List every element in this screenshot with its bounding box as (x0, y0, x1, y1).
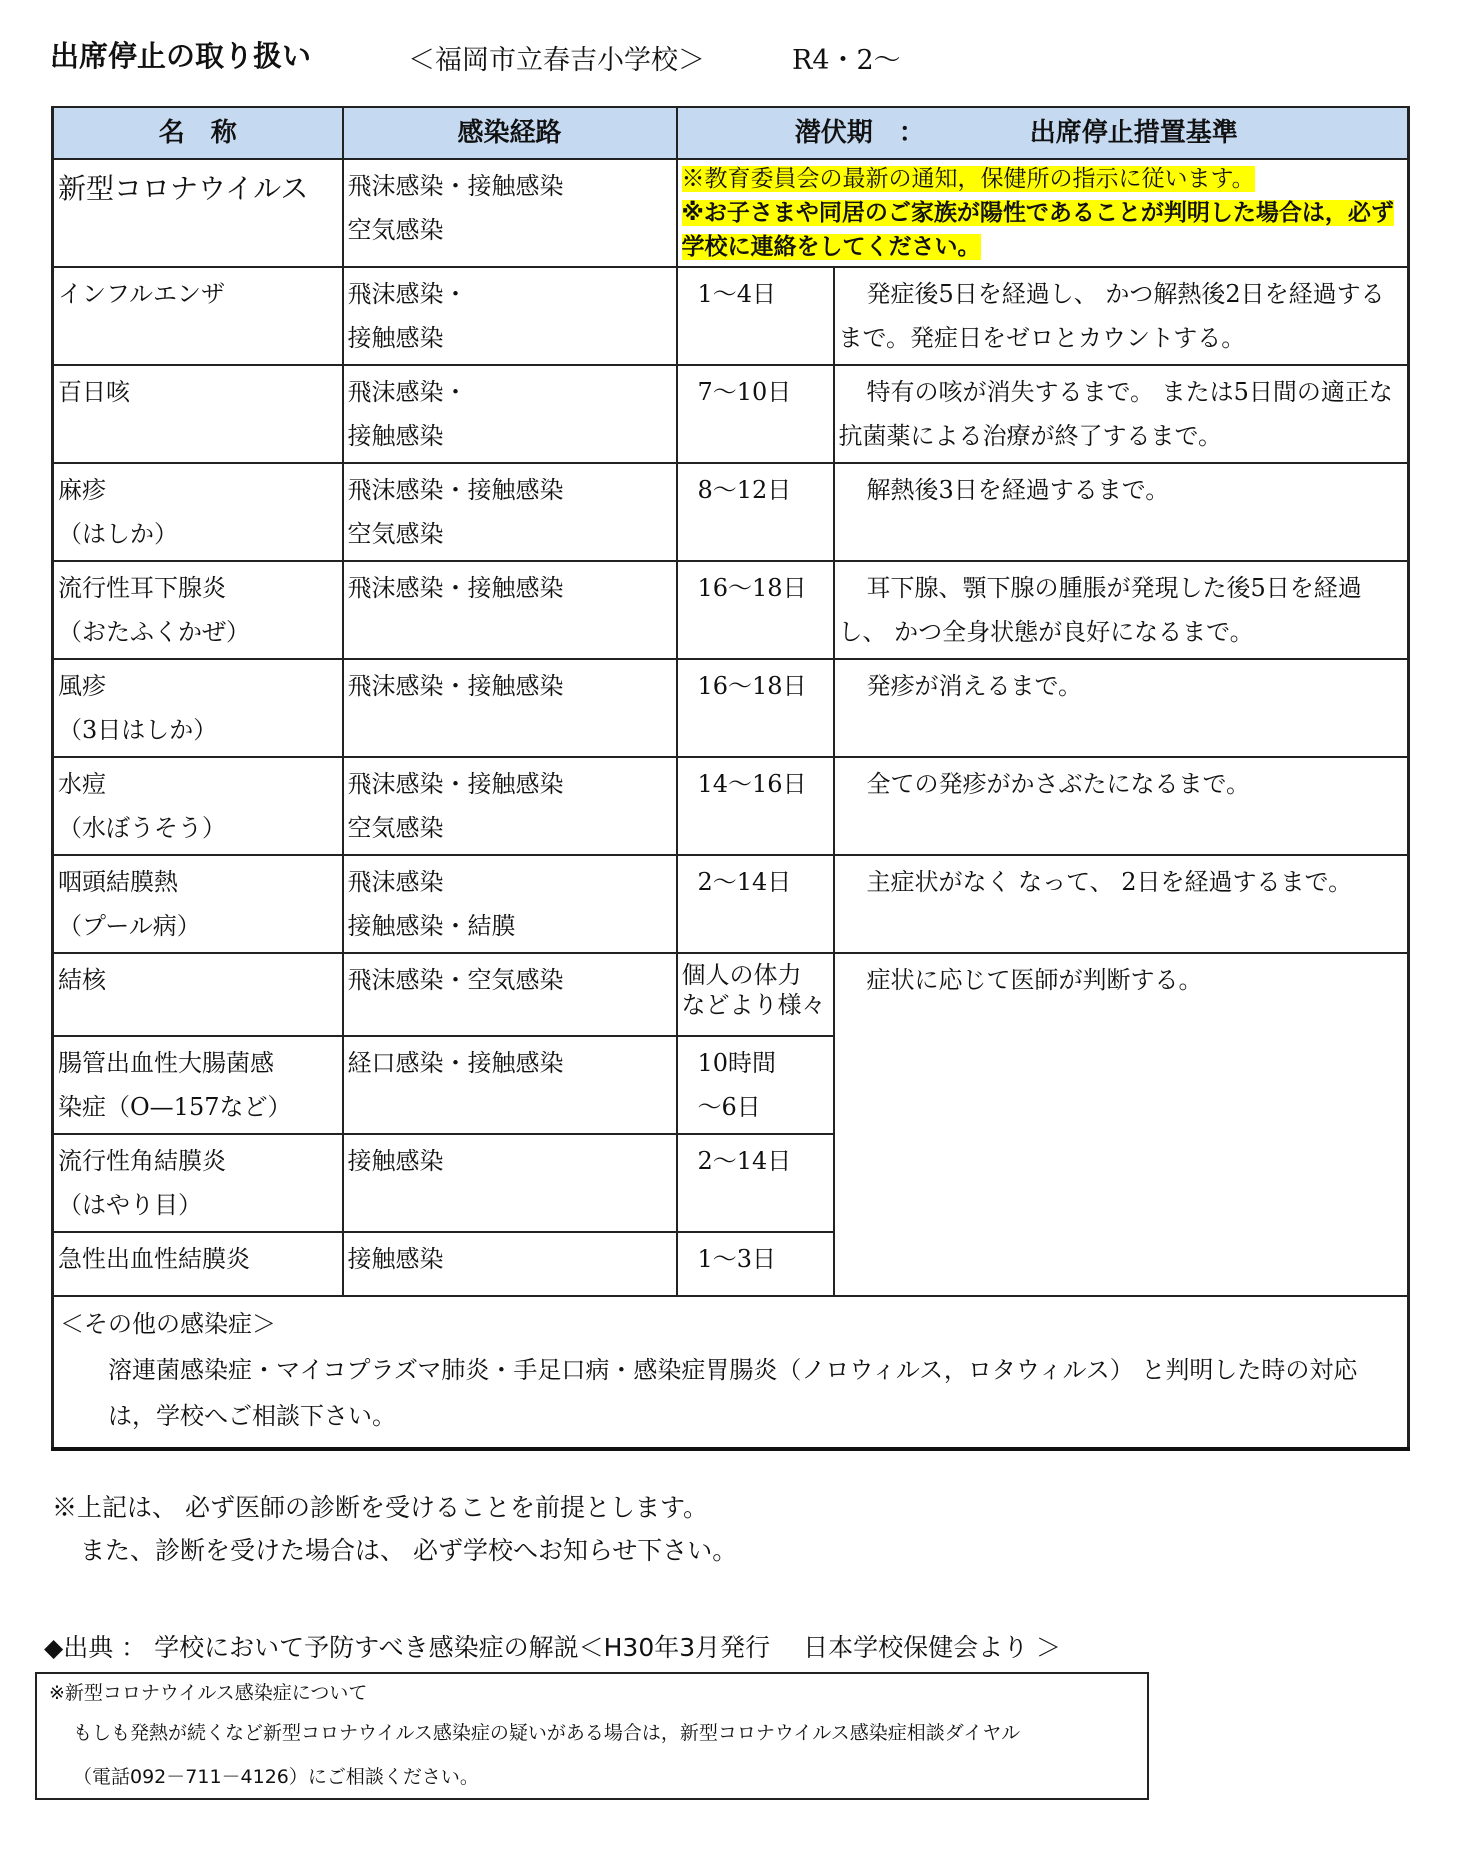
disease-name (53, 953, 343, 1036)
covid-name: 新型コロナウイルス (53, 159, 343, 267)
incubation-period (677, 1036, 834, 1134)
incubation-period-line-1: 1～4日 (697, 280, 777, 308)
infection-route-line-1: 飛沫感染・ (347, 378, 468, 406)
covid-route (343, 159, 677, 267)
incubation-period-line-1: 14～16日 (697, 770, 807, 798)
disease-name-line-1: インフルエンザ (58, 280, 226, 308)
disease-name (53, 561, 343, 659)
incubation-period-line-1: 16～18日 (697, 672, 807, 700)
incubation-period (677, 463, 834, 561)
infection-route (343, 1036, 677, 1134)
suspension-criteria: 特有の咳が消失するまで。 または5日間の適正な抗菌薬による治療が終了するまで。 (834, 365, 1409, 463)
infection-route-line-1: 飛沫感染 (347, 868, 444, 896)
incubation-period (677, 659, 834, 757)
header-route: 感染経路 (343, 107, 677, 159)
infection-route-line-2: 接触感染 (347, 422, 444, 450)
diagnosis-note-line-1: ※上記は、 必ず医師の診断を受けることを前提とします。 (52, 1493, 708, 1522)
covid-route-2: 空気感染 (347, 216, 444, 244)
infection-route-line-1: 飛沫感染・接触感染 (347, 770, 564, 798)
table-row (53, 953, 1409, 1036)
incubation-period-line-1: 個人の体力 (681, 961, 802, 989)
infection-route (343, 1134, 677, 1232)
incubation-period-line-2: ～6日 (697, 1093, 761, 1121)
table-row (53, 757, 1409, 855)
disease-name (53, 757, 343, 855)
infection-route-line-1: 飛沫感染・ (347, 280, 468, 308)
incubation-period-line-1: 16～18日 (697, 574, 807, 602)
disease-name-line-2: （水ぼうそう） (58, 814, 226, 842)
infection-route-line-2: 空気感染 (347, 520, 444, 548)
disease-name-line-1: 急性出血性結膜炎 (58, 1245, 250, 1273)
covid-route-1: 飛沫感染・接触感染 (347, 172, 564, 200)
infection-route (343, 267, 677, 365)
infection-route-line-2: 接触感染 (347, 324, 444, 352)
disease-name-line-1: 風疹 (58, 672, 106, 700)
incubation-period (677, 365, 834, 463)
disease-name-line-2: （おたふくかぜ） (58, 618, 250, 646)
infection-route (343, 659, 677, 757)
school-name: ＜福岡市立春吉小学校＞ (408, 45, 705, 76)
table-row (53, 365, 1409, 463)
disease-name-line-2: （はしか） (58, 520, 178, 548)
infection-route-line-1: 飛沫感染・接触感染 (347, 476, 564, 504)
suspension-criteria: 耳下腺、顎下腺の腫脹が発現した後5日を経過し、 かつ全身状態が良好になるまで。 (834, 561, 1409, 659)
page-title: 出席停止の取り扱い (50, 39, 312, 73)
incubation-period (677, 561, 834, 659)
covid-box-line-1: もしも発熱が続くなど新型コロナウイルス感染症の疑いがある場合は，新型コロナウイルス感染症相談ダイヤル (73, 1722, 1021, 1744)
incubation-period-line-1: 1～3日 (697, 1245, 777, 1273)
infection-route-line-1: 接触感染 (347, 1147, 444, 1175)
other-diseases (53, 1296, 1409, 1449)
table-row-other (53, 1296, 1409, 1449)
disease-name (53, 365, 343, 463)
disease-name-line-2: （3日はしか） (58, 716, 218, 744)
disease-name-line-1: 結核 (58, 966, 106, 994)
infection-route-line-1: 接触感染 (347, 1245, 444, 1273)
header-period-criteria (677, 107, 1409, 159)
infection-route (343, 561, 677, 659)
covid-consultation-box (35, 1672, 1149, 1800)
table-header-row (53, 107, 1409, 159)
disease-name (53, 1134, 343, 1232)
infection-route-line-1: 経口感染・接触感染 (347, 1049, 564, 1077)
header-criteria: 出席停止措置基準 (1029, 118, 1238, 148)
table-row (53, 561, 1409, 659)
disease-name (53, 267, 343, 365)
covid-note (677, 159, 1409, 267)
table-row-covid (53, 159, 1409, 267)
disease-name-line-1: 百日咳 (58, 378, 130, 406)
other-body: 溶連菌感染症・マイコプラズマ肺炎・手足口病・感染症胃腸炎（ノロウィルス，ロタウィルス） と判明した時の対応は，学校へご相談下さい。 (108, 1356, 1358, 1430)
source-citation: ◆出典 ： 学校において予防すべき感染症の解説＜H30年3月発行 日本学校保健会より ＞ (44, 1633, 1062, 1662)
incubation-period (677, 1232, 834, 1296)
incubation-period (677, 855, 834, 953)
disease-name (53, 1036, 343, 1134)
infection-route-line-1: 飛沫感染・接触感染 (347, 574, 564, 602)
suspension-criteria: 発症後5日を経過し、 かつ解熱後2日を経過するまで。発症日をゼロとカウントする。 (834, 267, 1409, 365)
incubation-period-line-2: などより様々 (681, 991, 826, 1019)
infection-route-line-1: 飛沫感染・接触感染 (347, 672, 564, 700)
suspension-criteria: 主症状がなく なって、 2日を経過するまで。 (834, 855, 1409, 953)
incubation-period-line-1: 7～10日 (697, 378, 792, 406)
attendance-suspension-table (51, 106, 1410, 1451)
infection-route (343, 757, 677, 855)
disease-name-line-2: （プール病） (58, 912, 201, 940)
diagnosis-note (52, 1486, 737, 1572)
table-row (53, 267, 1409, 365)
table-row (53, 463, 1409, 561)
header-name: 名 称 (53, 107, 343, 159)
covid-box-title: ※新型コロナウイルス感染症について (49, 1682, 368, 1704)
incubation-period-line-1: 2～14日 (697, 868, 792, 896)
infection-route (343, 365, 677, 463)
table-row (53, 659, 1409, 757)
table-row (53, 855, 1409, 953)
incubation-period (677, 953, 834, 1036)
infection-route (343, 953, 677, 1036)
disease-name-line-1: 咽頭結膜熱 (58, 868, 178, 896)
incubation-period-line-1: 2～14日 (697, 1147, 792, 1175)
incubation-period-line-1: 10時間 (697, 1049, 777, 1077)
document-date: R4・2～ (792, 45, 901, 76)
disease-name (53, 1232, 343, 1296)
disease-name (53, 463, 343, 561)
disease-name-line-1: 腸管出血性大腸菌感 (58, 1049, 274, 1077)
diagnosis-note-line-2: また、診断を受けた場合は、 必ず学校へお知らせ下さい。 (80, 1536, 738, 1565)
suspension-criteria: 解熱後3日を経過するまで。 (834, 463, 1409, 561)
disease-name-line-1: 水痘 (58, 770, 106, 798)
infection-route (343, 1232, 677, 1296)
covid-box-line-2: （電話092－711－4126）にご相談ください。 (73, 1766, 479, 1788)
disease-name (53, 659, 343, 757)
disease-name (53, 855, 343, 953)
infection-route (343, 855, 677, 953)
incubation-period (677, 757, 834, 855)
other-heading: ＜その他の感染症＞ (60, 1310, 276, 1338)
infection-route-line-1: 飛沫感染・空気感染 (347, 966, 564, 994)
header-period: 潜伏期 ： (794, 118, 925, 148)
incubation-period (677, 1134, 834, 1232)
incubation-period-line-1: 8～12日 (697, 476, 792, 504)
infection-route (343, 463, 677, 561)
suspension-criteria: 症状に応じて医師が判断する。 (834, 953, 1409, 1296)
covid-note-2: ※お子さまや同居のご家族が陽性であることが判明した場合は，必ず学校に連絡をしてください。 (681, 200, 1394, 260)
covid-note-1: ※教育委員会の最新の通知，保健所の指示に従います。 (681, 166, 1255, 192)
suspension-criteria: 発疹が消えるまで。 (834, 659, 1409, 757)
incubation-period (677, 267, 834, 365)
infection-route-line-2: 接触感染・結膜 (347, 912, 516, 940)
infection-route-line-2: 空気感染 (347, 814, 444, 842)
suspension-criteria: 全ての発疹がかさぶたになるまで。 (834, 757, 1409, 855)
disease-name-line-1: 麻疹 (58, 476, 106, 504)
disease-name-line-1: 流行性角結膜炎 (58, 1147, 226, 1175)
disease-name-line-1: 流行性耳下腺炎 (58, 574, 226, 602)
disease-name-line-2: （はやり目） (58, 1191, 202, 1219)
disease-name-line-2: 染症（O—157など） (58, 1093, 292, 1121)
